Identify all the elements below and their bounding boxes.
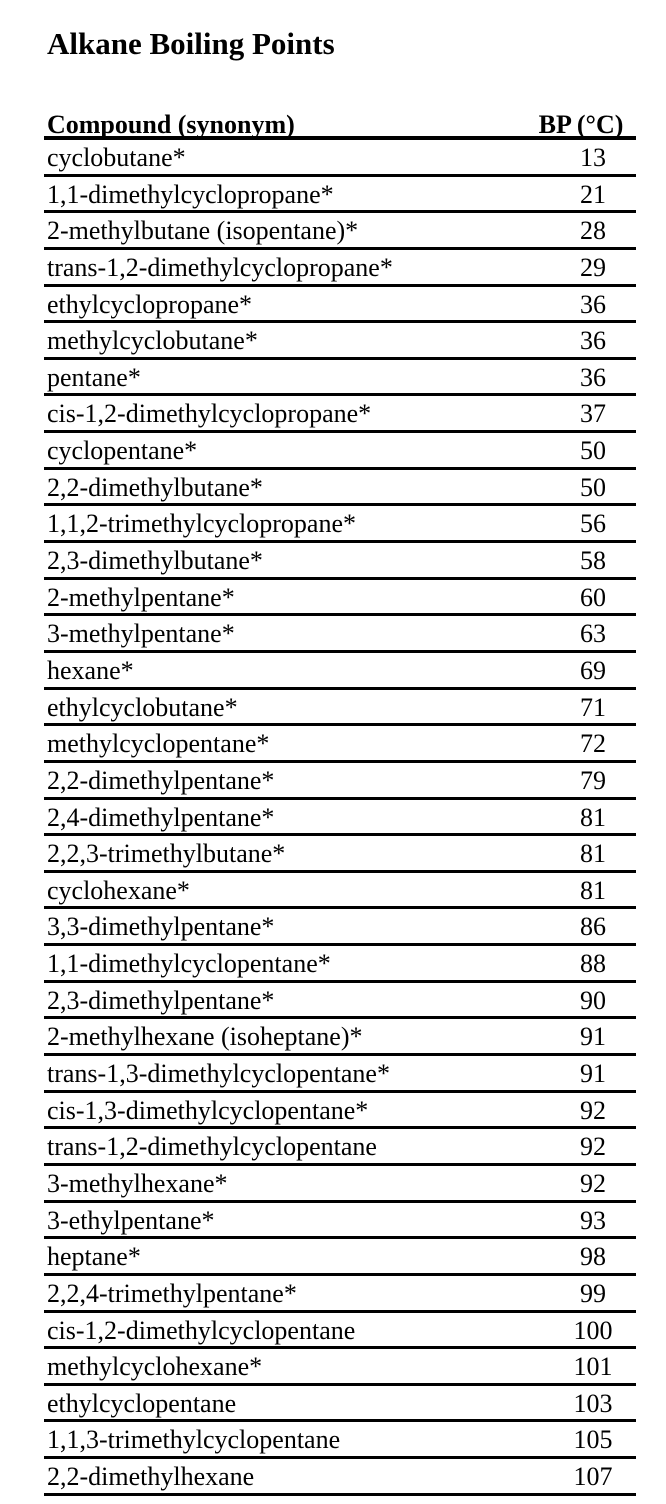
table-row	[44, 1056, 636, 1093]
boiling-point-value: 93	[580, 1205, 606, 1235]
table-row	[44, 800, 636, 837]
boiling-point-value: 98	[580, 1242, 606, 1272]
table-row	[44, 396, 636, 433]
boiling-point-value: 92	[580, 1095, 606, 1125]
boiling-point-value: 58	[580, 546, 606, 576]
compound-name: methylcyclohexane*	[47, 1352, 263, 1382]
boiling-point-value: 36	[580, 326, 606, 356]
compound-name: 2,2-dimethylbutane*	[47, 472, 263, 502]
table-row	[44, 946, 636, 983]
table-row	[44, 1129, 636, 1166]
boiling-point-value: 99	[580, 1278, 606, 1308]
compound-name: heptane*	[47, 1242, 141, 1272]
boiling-point-value: 92	[580, 1132, 606, 1162]
compound-name: trans-1,3-dimethylcyclopentane*	[47, 1059, 390, 1089]
table-row	[44, 1166, 636, 1203]
boiling-point-value: 91	[580, 1022, 606, 1052]
table-row	[44, 580, 636, 617]
boiling-point-value: 71	[580, 692, 606, 722]
boiling-point-value: 37	[580, 399, 606, 429]
table-row	[44, 836, 636, 873]
page-title: Alkane Boiling Points	[47, 26, 335, 61]
compound-name: 2,2-dimethylpentane*	[47, 765, 275, 795]
compound-name: ethylcyclobutane*	[47, 692, 238, 722]
compound-name: cis-1,2-dimethylcyclopentane	[47, 1315, 356, 1345]
boiling-point-value: 60	[580, 582, 606, 612]
compound-name: trans-1,2-dimethylcyclopentane	[47, 1132, 377, 1162]
table-row	[44, 1093, 636, 1130]
table-row	[44, 726, 636, 763]
table-row	[44, 250, 636, 287]
table-row	[44, 616, 636, 653]
compound-name: cis-1,2-dimethylcyclopropane*	[47, 399, 372, 429]
boiling-point-value: 81	[580, 875, 606, 905]
boiling-point-value: 92	[580, 1168, 606, 1198]
compound-name: methylcyclobutane*	[47, 326, 258, 356]
boiling-point-value: 13	[580, 143, 606, 172]
boiling-point-value: 101	[573, 1352, 613, 1382]
table-row	[44, 140, 636, 177]
compound-name: 2-methylbutane (isopentane)*	[47, 216, 359, 246]
table-row	[44, 653, 636, 690]
compound-name: cis-1,3-dimethylcyclopentane*	[47, 1095, 369, 1125]
table-row	[44, 1203, 636, 1240]
compound-name: 2,2-dimethylhexane	[47, 1462, 255, 1492]
boiling-point-value: 88	[580, 949, 606, 979]
table-row	[44, 287, 636, 324]
table-row	[44, 360, 636, 397]
table-row	[44, 1019, 636, 1056]
compound-name: ethylcyclopropane*	[47, 289, 253, 319]
table-row	[44, 1313, 636, 1350]
boiling-point-value: 91	[580, 1059, 606, 1089]
compound-name: 2,4-dimethylpentane*	[47, 802, 275, 832]
table-row	[44, 433, 636, 470]
boiling-point-value: 90	[580, 985, 606, 1015]
compound-name: 2,2,3-trimethylbutane*	[47, 839, 286, 869]
table-row	[44, 470, 636, 507]
boiling-point-value: 36	[580, 362, 606, 392]
compound-name: 3-ethylpentane*	[47, 1205, 215, 1235]
table-row	[44, 213, 636, 250]
table-row	[44, 506, 636, 543]
table-row	[44, 763, 636, 800]
table-row	[44, 909, 636, 946]
compound-name: cyclohexane*	[47, 875, 190, 905]
compound-name: 3-methylhexane*	[47, 1168, 228, 1198]
boiling-point-value: 100	[573, 1315, 613, 1345]
compound-name: methylcyclopentane*	[47, 729, 270, 759]
table-row	[44, 873, 636, 910]
table-row	[44, 543, 636, 580]
boiling-point-value: 50	[580, 472, 606, 502]
compound-name: hexane*	[47, 655, 134, 685]
column-header-bp: BP (°C)	[538, 110, 624, 139]
boiling-point-value: 63	[580, 619, 606, 649]
table-row	[44, 1276, 636, 1313]
table-row	[44, 1459, 636, 1496]
compound-name: trans-1,2-dimethylcyclopropane*	[47, 252, 393, 282]
compound-name: ethylcyclopentane	[47, 1388, 237, 1418]
compound-name: 2,3-dimethylbutane*	[47, 546, 263, 576]
boiling-point-value: 86	[580, 912, 606, 942]
compound-name: 2-methylhexane (isoheptane)*	[47, 1022, 363, 1052]
boiling-point-value: 103	[573, 1388, 613, 1418]
boiling-point-value: 72	[580, 729, 606, 759]
compound-name: pentane*	[47, 362, 141, 392]
boiling-point-value: 105	[573, 1425, 613, 1455]
compound-name: 2,3-dimethylpentane*	[47, 985, 275, 1015]
boiling-point-value: 50	[580, 436, 606, 466]
compound-name: 3,3-dimethylpentane*	[47, 912, 275, 942]
table-body	[44, 140, 636, 1496]
column-header-compound: Compound (synonym)	[47, 110, 295, 139]
compound-name: cyclopentane*	[47, 436, 198, 466]
boiling-point-value: 21	[580, 179, 606, 209]
compound-name: cyclobutane*	[47, 143, 186, 172]
compound-name: 2-methylpentane*	[47, 582, 235, 612]
boiling-point-value: 79	[580, 765, 606, 795]
compound-name: 3-methylpentane*	[47, 619, 235, 649]
boiling-point-value: 28	[580, 216, 606, 246]
table-row	[44, 1386, 636, 1423]
boiling-point-value: 29	[580, 252, 606, 282]
boiling-points-table	[44, 110, 636, 1496]
table-row	[44, 1422, 636, 1459]
table-row	[44, 1239, 636, 1276]
compound-name: 2,2,4-trimethylpentane*	[47, 1278, 297, 1308]
table-row	[44, 323, 636, 360]
table-row	[44, 983, 636, 1020]
compound-name: 1,1,2-trimethylcyclopropane*	[47, 509, 357, 539]
compound-name: 1,1-dimethylcyclopentane*	[47, 949, 331, 979]
table-header-row	[44, 110, 636, 140]
compound-name: 1,1,3-trimethylcyclopentane	[47, 1425, 341, 1455]
boiling-point-value: 81	[580, 839, 606, 869]
table-row	[44, 177, 636, 214]
compound-name: 1,1-dimethylcyclopropane*	[47, 179, 334, 209]
boiling-point-value: 69	[580, 655, 606, 685]
boiling-point-value: 36	[580, 289, 606, 319]
boiling-point-value: 56	[580, 509, 606, 539]
boiling-point-value: 107	[573, 1462, 613, 1492]
table-row	[44, 1349, 636, 1386]
table-row	[44, 690, 636, 727]
boiling-point-value: 81	[580, 802, 606, 832]
